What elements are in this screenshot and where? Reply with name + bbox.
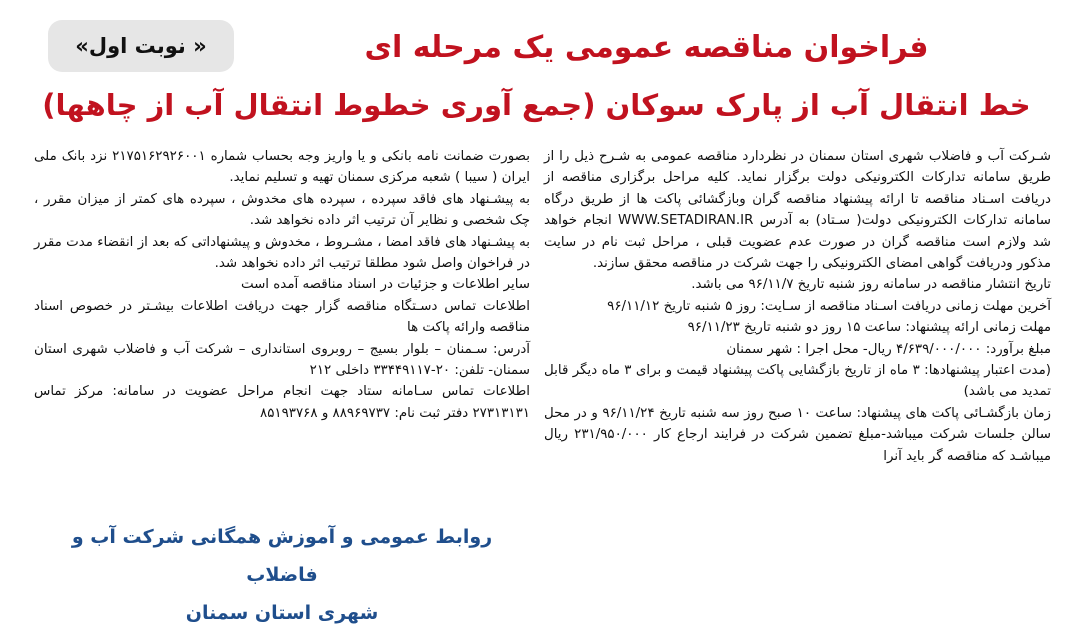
deposit-rule: به پیشـنهاد های فاقد سپرده ، سپرده های مخدوش ، سپرده های کمتر از میزان مقرر ، چک شخصی و نظایر آن ترتیب اثر داده نخواهد شد.: [34, 191, 530, 229]
opening-time: زمان بازگشـائی پاکت های پیشنهاد: ساعت ۱۰ صبح روز سه شنبه تاریخ ۹۶/۱۱/۲۴ و در محل سالن جلسات شرکت میباشد-مبلغ تضمین شرکت در فرایند ارجاع کار ۲۳۱/۹۵۰/۰۰۰ ریال میباشـد که مناقصه گر باید آنرا: [544, 405, 1051, 464]
signature-rule: به پیشـنهاد های فاقد امضا ، مشـروط ، مخدوش و پیشنهاداتی که بعد از انقضاء مدت مقرر در فراخوان واصل شود مطلقا ترتیب اثر داده نخواهد شد.: [34, 234, 530, 272]
estimated-amount: مبلغ برآورد: ۴/۶۳۹/۰۰۰/۰۰۰ ریال- محل اجرا : شهر سمنان: [726, 341, 1051, 357]
footer-line-1: روابط عمومی و آموزش همگانی شرکت آب و فاضلاب: [71, 526, 493, 586]
publish-date: تاریخ انتشار مناقصه در سامانه روز شنبه تاریخ ۹۶/۱۱/۷ می باشد.: [691, 277, 1051, 293]
proposal-deadline: مهلت زمانی ارائه پیشنهاد: ساعت ۱۵ روز دو شنبه تاریخ ۹۶/۱۱/۲۳: [687, 320, 1051, 336]
notice-subtitle: خط انتقال آب از پارک سوکان (جمع آوری خطوط انتقال آب از چاهها): [42, 88, 1031, 122]
signature-block: [34, 518, 530, 632]
address: آدرس: سـمنان – بلوار بسیج – روبروی استانداری – شرکت آب و فاضلاب شهری استان سمنان- تلفن: ۲۰-۳۳۴۴۹۱۱۷ داخلی ۲۱۲: [34, 341, 530, 379]
document-deadline: آخرین مهلت زمانی دریافت اسـناد مناقصه از سـایت: روز ۵ شنبه تاریخ ۹۶/۱۱/۱۲: [607, 298, 1051, 314]
intro-paragraph: شـرکت آب و فاضلاب شهری استان سمنان در نظردارد مناقصه عمومی به شـرح ذیل را از طریق سامانه تدارکات الکترونیکی دولت برگزار نماید. کلیه مراحل برگزاری مناقصه از دریافت اسـناد مناقصه تا ارائه پیشنهاد مناقصه گران وبازگشائی پاکت ها از طریق درگاه سامانه تدارکات الکترونیکی دولت( سـتاد) به آدرس WWW.SETADIRAN.IR انجام خواهد شد ولازم است مناقصه گران در صورت عدم عضویت قبلی ، مراحل ثبت نام در سایت مذکور ودریافت گواهی امضای الکترونیکی را جهت شرکت در مناقصه محقق سازند.: [544, 149, 1051, 272]
notice-title: فراخوان مناقصه عمومی یک مرحله ای: [364, 30, 929, 65]
footer-line-2: شهری استان سمنان: [185, 602, 379, 624]
guarantee-info: بصورت ضمانت نامه بانکی و یا واریز وجه بحساب شماره ۲۱۷۵۱۶۲۹۲۶۰۰۱ نزد بانک ملی ایران ( سیبا ) شعبه مرکزی سمنان تهیه و تسلیم نماید.: [34, 149, 530, 186]
first-publication-badge: « نوبت اول»: [48, 20, 234, 72]
other-info: سایر اطلاعات و جزئیات در اسناد مناقصه آمده است: [240, 277, 530, 293]
right-column: [544, 146, 1051, 467]
validity-period: (مدت اعتبار پیشنهادها: ۳ ماه از تاریخ بازگشایی پاکت پیشنهاد قیمت و برای ۳ ماه دیگر قابل تمدید می باشد): [544, 363, 1051, 400]
setad-contact: اطلاعات تماس سـامانه ستاد جهت انجام مراحل عضویت در سامانه: مرکز تماس ۲۷۳۱۳۱۳۱ دفتر ثبت نام: ۸۸۹۶۹۷۳۷ و ۸۵۱۹۳۷۶۸: [34, 384, 530, 421]
left-column: [34, 146, 530, 424]
contact-heading: اطلاعات تماس دسـتگاه مناقصه گزار جهت دریافت اطلاعات بیشـتر در خصوص اسناد مناقصه وارائه پاکت ها: [34, 298, 530, 336]
